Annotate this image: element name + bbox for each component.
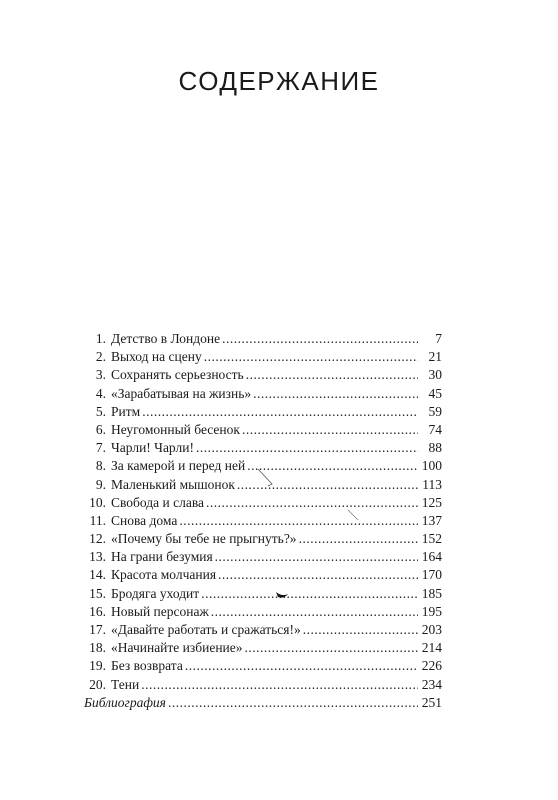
page-number: 203: [421, 622, 442, 637]
page-number: 226: [421, 658, 442, 674]
chapter-title: Бродяга уходит: [111, 585, 200, 601]
chapter-number: 19.: [89, 658, 106, 674]
page-number: 59: [428, 403, 442, 419]
dot-leader: [142, 403, 418, 421]
dot-leader: [222, 330, 418, 348]
table-of-contents: [84, 330, 442, 712]
chapter-title: Чарли! Чарли!: [111, 440, 194, 456]
page-number: 137: [421, 512, 442, 528]
page-number: 234: [421, 676, 442, 692]
dot-leader: [179, 512, 418, 530]
page-number: 74: [428, 421, 442, 437]
toc-entry: [84, 403, 442, 421]
chapter-title: «Почему бы тебе не прыгнуть?»: [111, 531, 297, 547]
chapter-title: Снова дома: [111, 512, 178, 528]
chapter-number: 13.: [89, 549, 106, 565]
page-number: 21: [428, 349, 442, 365]
chapter-number: 8.: [95, 458, 106, 474]
chapter-title: Выход на сцену: [111, 349, 202, 365]
dot-leader: [218, 566, 418, 584]
toc-entry: [84, 494, 442, 512]
page-number: 88: [428, 440, 442, 456]
page-number: 214: [421, 640, 442, 656]
chapter-title: «Давайте работать и сражаться!»: [111, 622, 301, 637]
page-number: 164: [421, 549, 442, 565]
chapter-number: 1.: [95, 331, 106, 346]
toc-entry: [84, 566, 442, 584]
dot-leader: [211, 603, 418, 621]
chapter-title: «Начинайте избиение»: [111, 640, 243, 656]
page-number: 185: [421, 585, 442, 601]
chapter-title: Новый персонаж: [111, 603, 209, 619]
chapter-title: «Зарабатывая на жизнь»: [111, 385, 252, 401]
page-number: 100: [421, 458, 442, 474]
chapter-number: 5.: [95, 403, 106, 419]
dot-leader: [303, 621, 418, 639]
chapter-number: 3.: [95, 367, 106, 383]
dot-leader: [141, 676, 418, 694]
dot-leader: [206, 494, 418, 512]
bibliography-entry: [84, 694, 442, 712]
toc-entry: [84, 476, 442, 494]
dot-leader: [299, 530, 418, 548]
toc-entry: [84, 621, 442, 639]
toc-entry: [84, 457, 442, 475]
chapter-number: 17.: [89, 622, 106, 637]
dot-leader: [204, 348, 418, 366]
chapter-number: 11.: [89, 512, 106, 528]
toc-entry: [84, 603, 442, 621]
page-title: СОДЕРЖАНИЕ: [178, 66, 380, 96]
dot-leader: [247, 457, 418, 475]
toc-entry: [84, 530, 442, 548]
toc-entry: [84, 676, 442, 694]
toc-entry: [84, 657, 442, 675]
chapter-title: Без возврата: [111, 658, 183, 674]
chapter-number: 20.: [89, 676, 106, 692]
toc-entry: [84, 439, 442, 457]
toc-entry: [84, 548, 442, 566]
dot-leader: [246, 366, 418, 384]
chapter-number: 12.: [89, 531, 106, 547]
dot-leader: [168, 694, 418, 712]
chapter-number: 6.: [95, 421, 106, 437]
chapter-title: Красота молчания: [111, 567, 217, 583]
bibliography-title: Библиография: [84, 694, 166, 710]
dot-leader: [215, 548, 418, 566]
chapter-number: 10.: [89, 494, 106, 510]
chapter-number: 4.: [95, 385, 106, 401]
page-number: 7: [435, 331, 442, 346]
dot-leader: [196, 439, 418, 457]
page-number: 195: [421, 603, 442, 619]
chapter-number: 9.: [95, 476, 106, 492]
dot-leader: [242, 421, 418, 439]
toc-entry: [84, 585, 442, 603]
page-number: 45: [428, 385, 442, 401]
toc-entry: [84, 639, 442, 657]
toc-entry: [84, 512, 442, 530]
chapter-number: 14.: [89, 567, 106, 583]
dot-leader: [237, 476, 418, 494]
chapter-title: За камерой и перед ней: [111, 458, 246, 474]
dot-leader: [185, 657, 418, 675]
page-number: 152: [421, 531, 442, 547]
chapter-title: Ритм: [111, 403, 141, 419]
toc-entry: [84, 366, 442, 384]
dot-leader: [253, 385, 418, 403]
chapter-number: 2.: [95, 349, 106, 365]
page-number: 125: [421, 494, 442, 510]
chapter-number: 15.: [89, 585, 106, 601]
page-number: 251: [421, 694, 442, 710]
chapter-title: На грани безумия: [111, 549, 213, 565]
toc-entry: [84, 421, 442, 439]
page-number: 30: [428, 367, 442, 383]
chapter-number: 16.: [89, 603, 106, 619]
toc-entry: [84, 348, 442, 366]
dot-leader: [201, 585, 418, 603]
chapter-number: 18.: [89, 640, 106, 656]
dot-leader: [245, 639, 418, 657]
toc-entry: [84, 385, 442, 403]
chapter-title: Неугомонный бесенок: [111, 421, 240, 437]
page-number: 113: [422, 476, 442, 492]
toc-entry: [84, 330, 442, 348]
chapter-title: Тени: [111, 676, 140, 692]
chapter-number: 7.: [95, 440, 106, 456]
chapter-title: Сохранять серьезность: [111, 367, 244, 383]
page-number: 170: [421, 567, 442, 583]
chapter-title: Маленький мышонок: [111, 476, 235, 492]
chapter-title: Свобода и слава: [111, 494, 205, 510]
chapter-title: Детство в Лондоне: [111, 331, 221, 346]
